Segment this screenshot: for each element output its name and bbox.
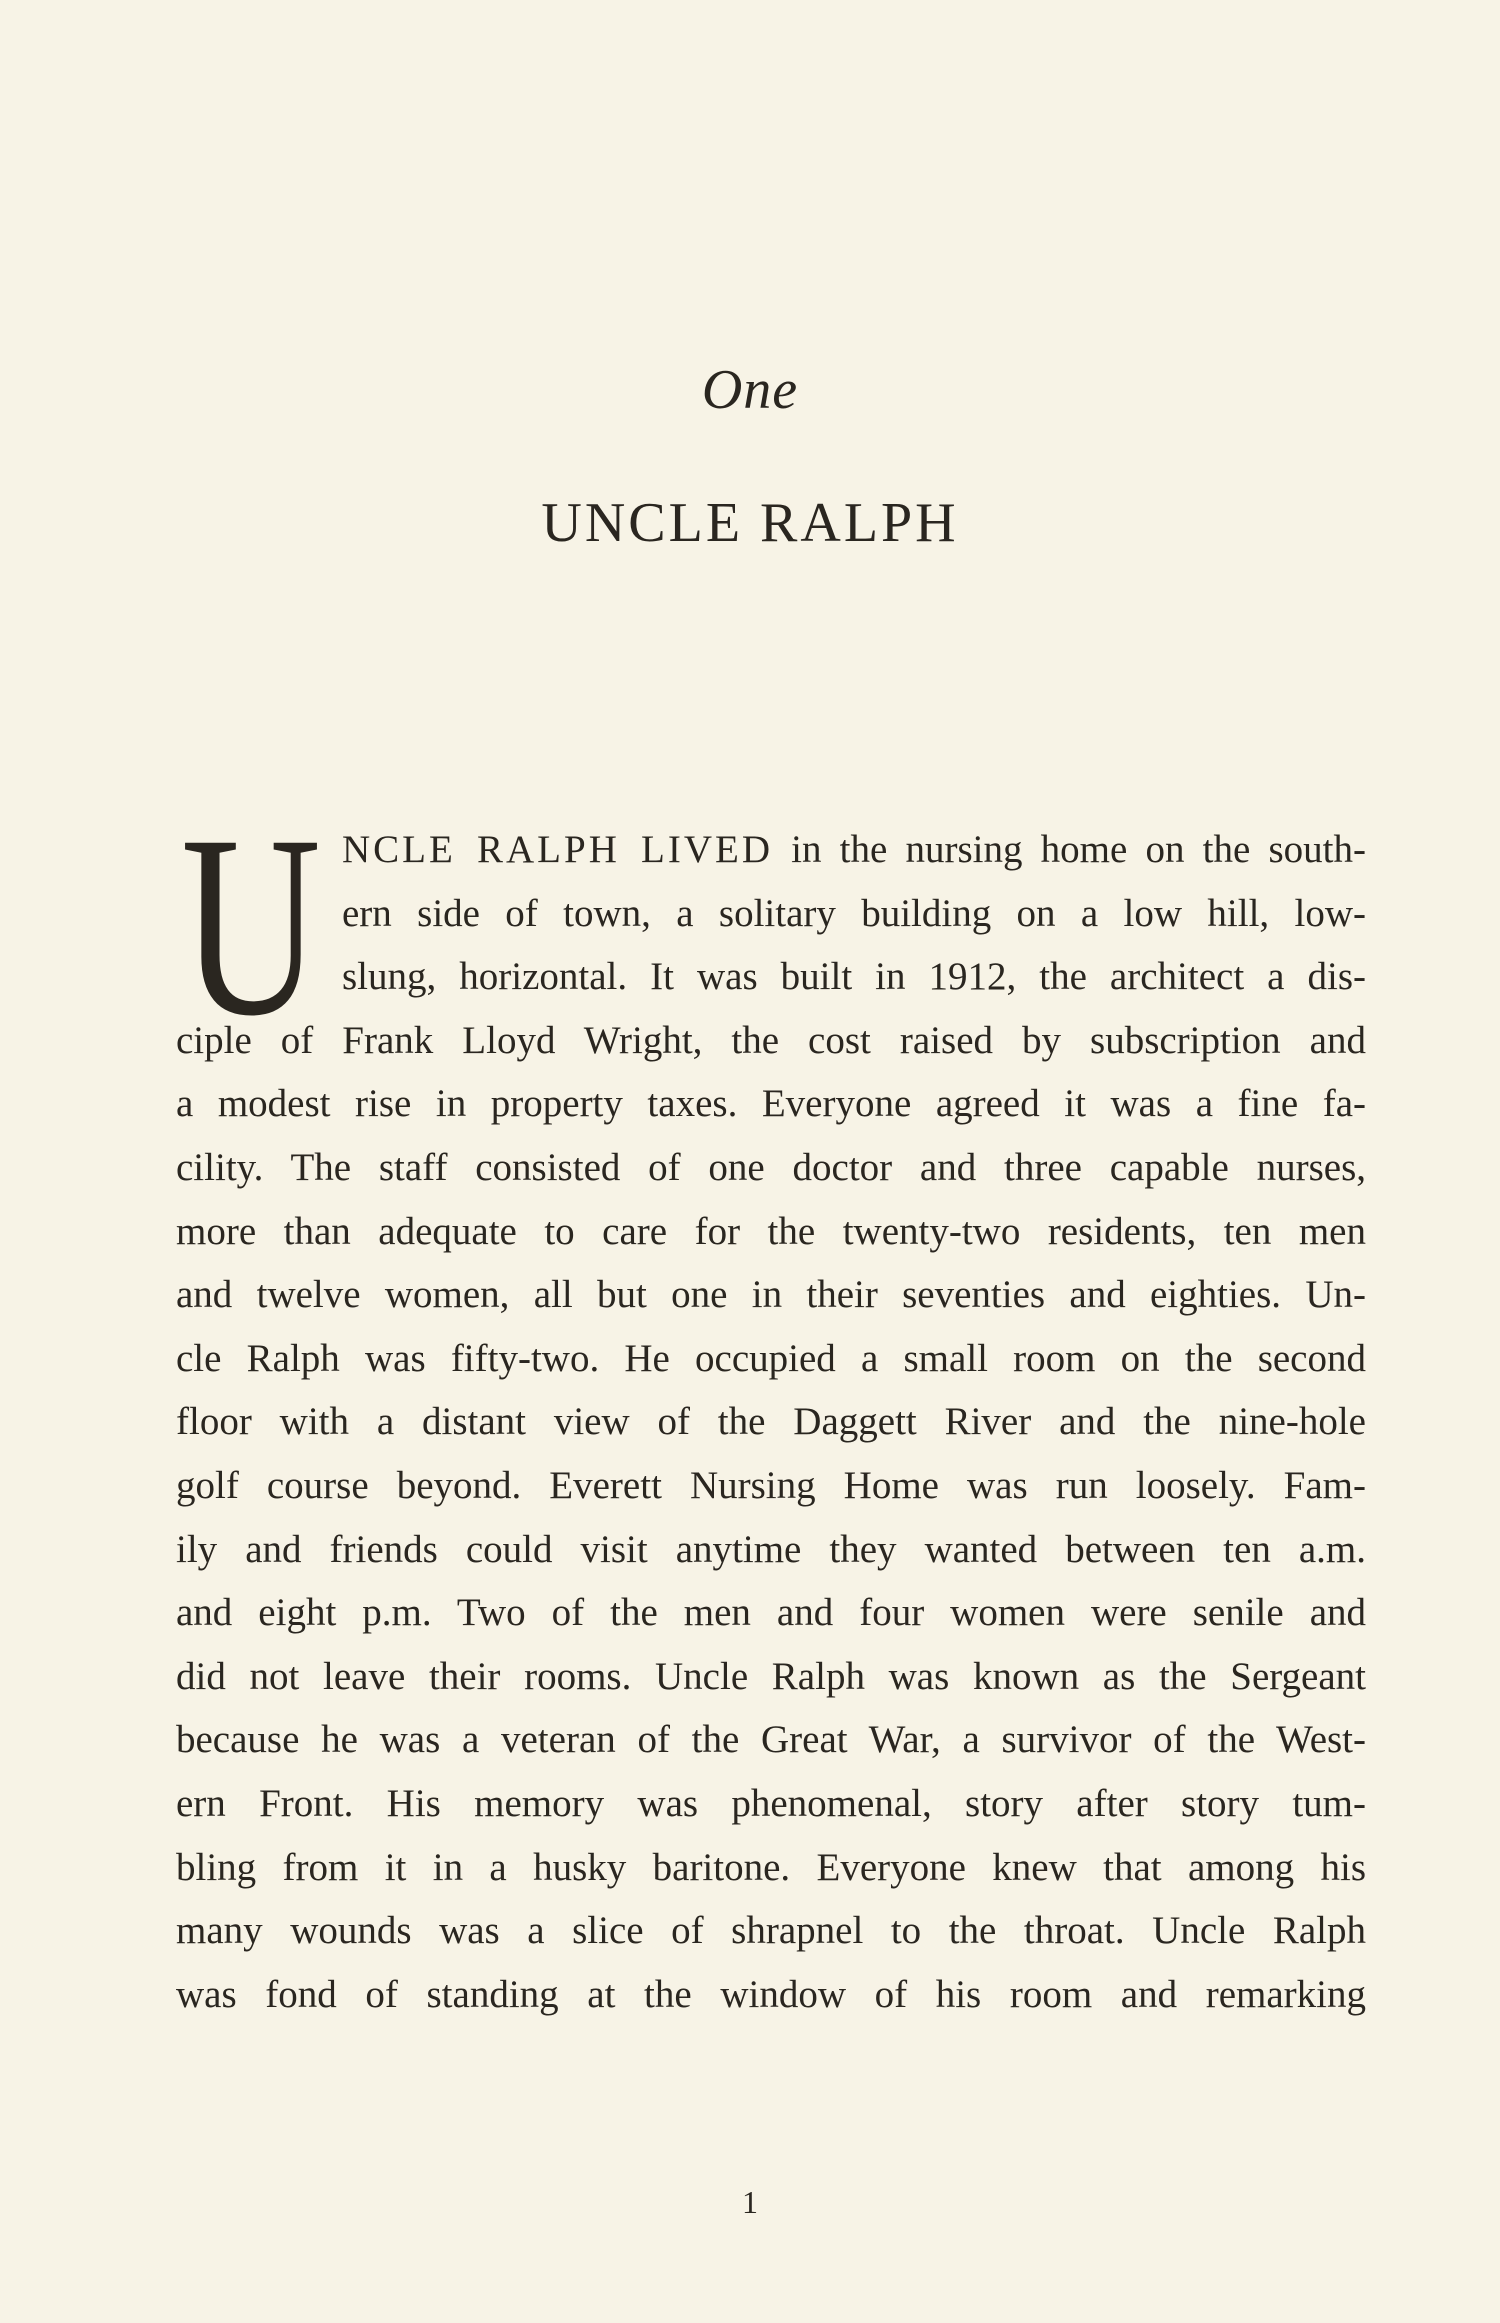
body-line-19: was fond of standing at the window of his room and remarking <box>176 1972 1366 2016</box>
body-line-10: floor with a distant view of the Daggett River and the nine-hole <box>176 1400 1366 1444</box>
body-line-17: bling from it in a husky baritone. Everyone knew that among his <box>176 1845 1366 1889</box>
body-line-11: golf course beyond. Everett Nursing Home was run loosely. Fam- <box>176 1463 1366 1507</box>
body-line-14: did not leave their rooms. Uncle Ralph was known as the Sergeant <box>176 1654 1366 1698</box>
body-line-18: many wounds was a slice of shrapnel to the throat. Uncle Ralph <box>176 1909 1366 1953</box>
drop-cap-glyph: U <box>181 782 321 1070</box>
body-line-12: ily and friends could visit anytime they wanted between ten a.m. <box>176 1527 1366 1571</box>
chapter-number: One <box>701 359 799 421</box>
body-line-1-text: in the nursing home on the south- <box>773 828 1366 871</box>
body-line-15: because he was a veteran of the Great War, a survivor of the West- <box>176 1718 1366 1762</box>
body-line-8: and twelve women, all but one in their seventies and eighties. Un- <box>176 1273 1366 1317</box>
body-line-2: ern side of town, a solitary building on a low hill, low- <box>342 891 1366 935</box>
body-line-6: cility. The staff consisted of one doctor and three capable nurses, <box>176 1145 1366 1189</box>
chapter-body-text <box>176 818 1366 2026</box>
body-line-3: slung, horizontal. It was built in 1912, the architect a dis- <box>342 955 1366 999</box>
body-line-13: and eight p.m. Two of the men and four women were senile and <box>176 1591 1366 1635</box>
body-line-16: ern Front. His memory was phenomenal, story after story tum- <box>176 1781 1366 1825</box>
opening-small-caps: NCLE RALPH LIVED <box>342 828 773 871</box>
chapter-title: UNCLE RALPH <box>541 492 959 554</box>
body-line-1 <box>342 818 1366 882</box>
body-line-9: cle Ralph was fifty-two. He occupied a small room on the second <box>176 1336 1366 1380</box>
page-number: 1 <box>742 2184 758 2220</box>
body-line-7: more than adequate to care for the twenty-two residents, ten men <box>176 1209 1366 1253</box>
body-line-5: a modest rise in property taxes. Everyone agreed it was a fine fa- <box>176 1082 1366 1126</box>
body-line-4: ciple of Frank Lloyd Wright, the cost raised by subscription and <box>176 1018 1366 1062</box>
